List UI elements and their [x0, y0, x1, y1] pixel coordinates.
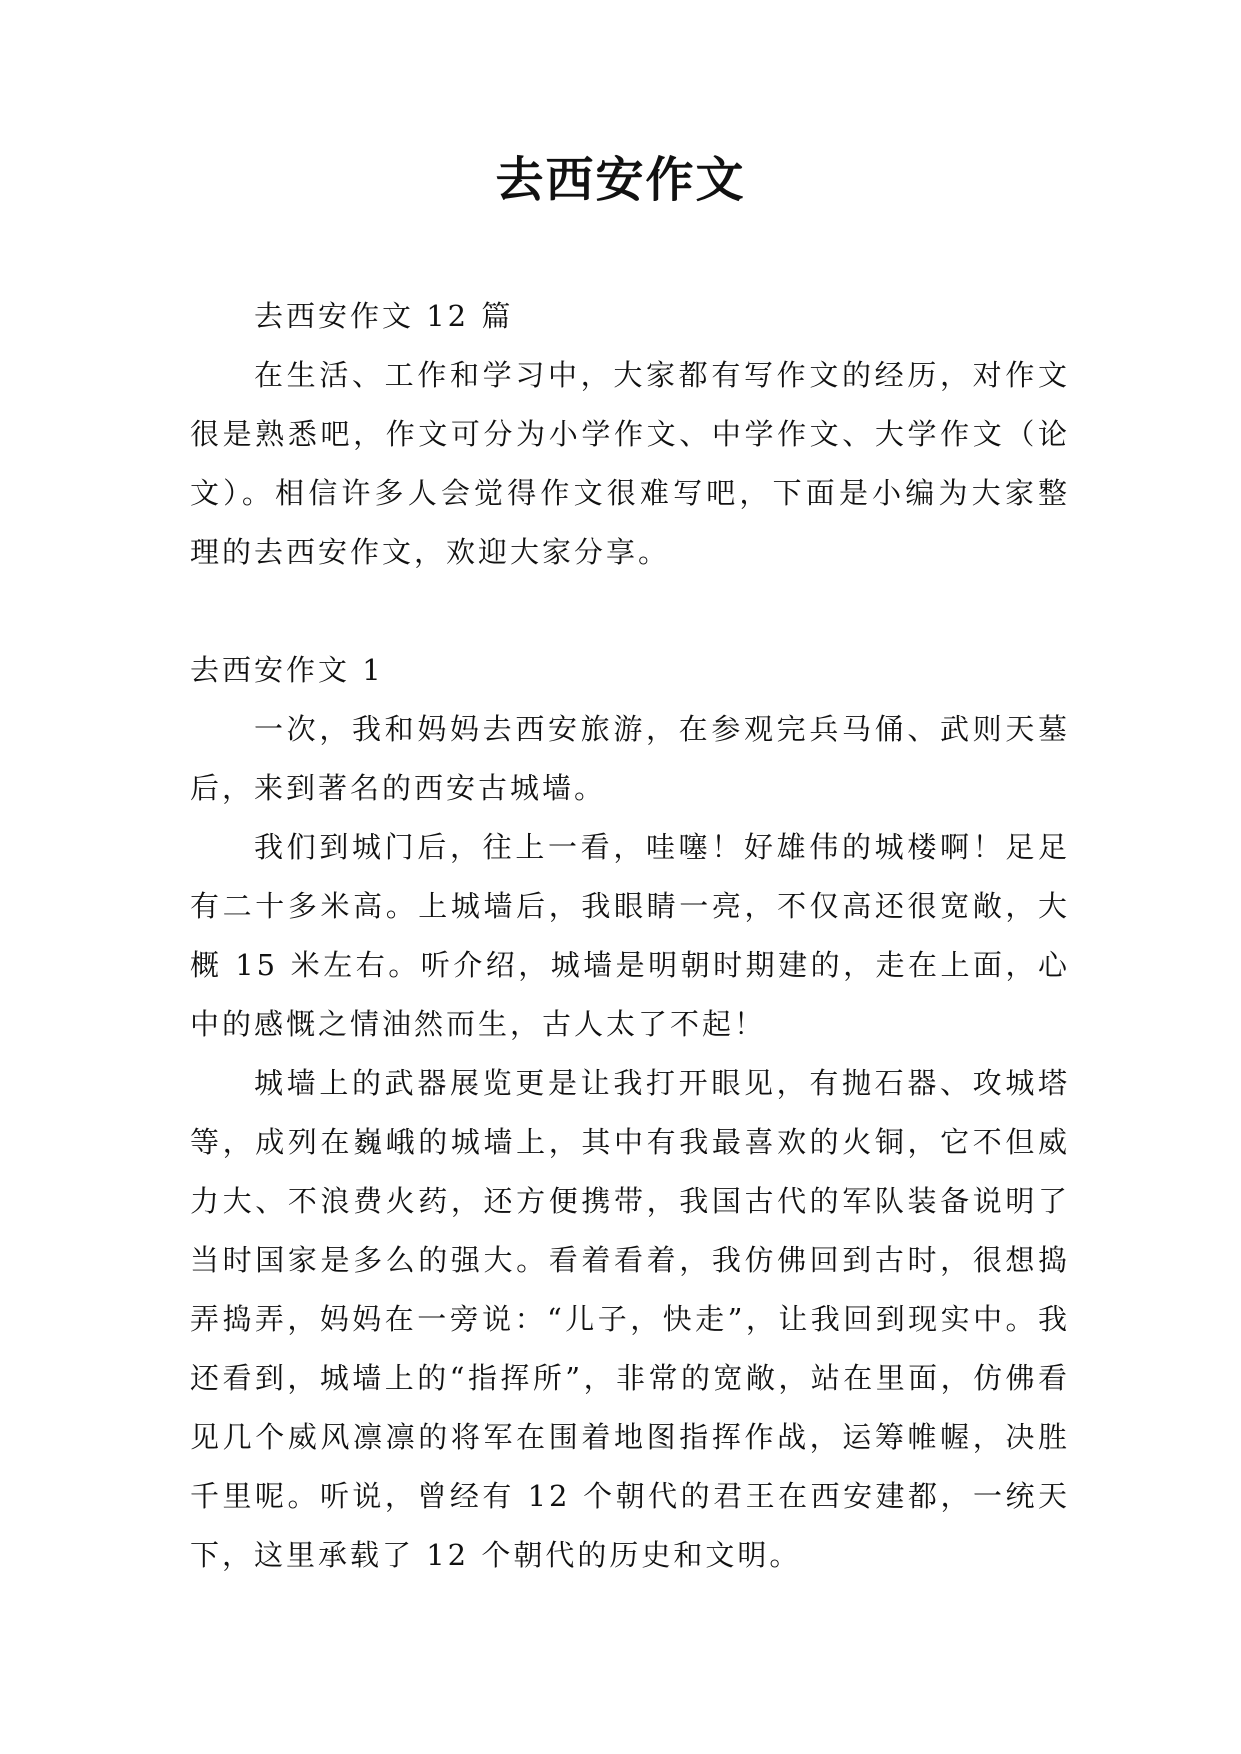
document-body	[190, 287, 1070, 1585]
body-paragraph: 一次，我和妈妈去西安旅游，在参观完兵马俑、武则天墓后，来到著名的西安古城墙。	[190, 712, 1070, 805]
body-paragraph: 城墙上的武器展览更是让我打开眼见，有抛石器、攻城塔等，成列在巍峨的城墙上，其中有我最喜欢的火铜，它不但威力大、不浪费火药，还方便携带，我国古代的军队装备说明了当时国家是多么的强大。看着看着，我仿佛回到古时，很想捣弄捣弄，妈妈在一旁说：“儿子，快走”，让我回到现实中。我还看到，城墙上的“指挥所”，非常的宽敞，站在里面，仿佛看见几个威风凛凛的将军在围着地图指挥作战，运筹帷幄，决胜千里呢。听说，曾经有 12 个朝代的君王在西安建都，一统天下，这里承载了 12 个朝代的历史和文明。	[190, 1066, 1070, 1572]
body-paragraph: 我们到城门后，往上一看，哇噻！好雄伟的城楼啊！足足有二十多米高。上城墙后，我眼睛一亮，不仅高还很宽敞，大概 15 米左右。听介绍，城墙是明朝时期建的，走在上面，心中的感慨之情油然而生，古人太了不起！	[190, 830, 1070, 1041]
document-title: 去西安作文	[495, 152, 746, 208]
intro-paragraph: 在生活、工作和学习中，大家都有写作文的经历，对作文很是熟悉吧，作文可分为小学作文、中学作文、大学作文（论文）。相信许多人会觉得作文很难写吧，下面是小编为大家整理的去西安作文，欢迎大家分享。	[190, 358, 1070, 569]
section-spacer	[190, 582, 1070, 641]
section-heading: 去西安作文 1	[190, 653, 384, 687]
document-subtitle: 去西安作文 12 篇	[254, 299, 514, 333]
